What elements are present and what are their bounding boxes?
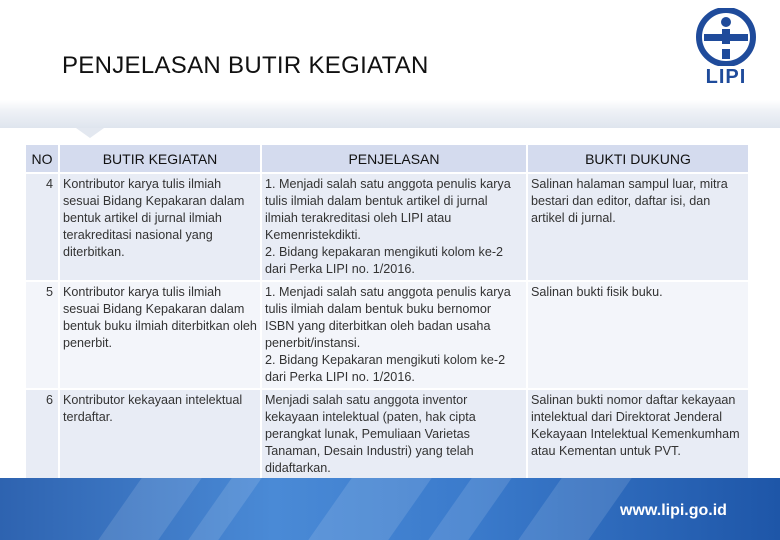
footer-url: www.lipi.go.id <box>620 502 727 519</box>
slide-footer <box>0 478 780 540</box>
butir-cell: Kontributor karya tulis ilmiah sesuai Bidang Kepakaran dalam bentuk buku ilmiah diterbitkan oleh penerbit. <box>59 281 261 389</box>
column-header-no: NO <box>25 144 59 173</box>
bukti-cell: Salinan halaman sampul luar, mitra bestari dan editor, daftar isi, dan artikel di jurnal. <box>527 173 749 281</box>
lipi-emblem-icon <box>694 8 758 66</box>
header-notch <box>76 128 104 138</box>
bukti-cell: Salinan bukti fisik buku. <box>527 281 749 389</box>
row-number: 6 <box>25 389 59 480</box>
column-header-bukti: BUKTI DUKUNG <box>527 144 749 173</box>
penjelasan-cell: 1. Menjadi salah satu anggota penulis karya tulis ilmiah dalam bentuk buku bernomor ISBN yang diterbitkan oleh badan usaha penerbit/instansi. 2. Bidang Kepakaran mengikuti kolom ke-2 dari Perka LIPI no. 1/2016. <box>261 281 527 389</box>
butir-cell: Kontributor kekayaan intelektual terdaftar. <box>59 389 261 480</box>
kegiatan-table <box>24 143 750 481</box>
penjelasan-cell: 1. Menjadi salah satu anggota penulis karya tulis ilmiah dalam bentuk artikel di jurnal ilmiah terakreditasi oleh LIPI atau Kemenristekdikti. 2. Bidang kepakaran mengikuti kolom ke-2 dari Perka LIPI no. 1/2016. <box>261 173 527 281</box>
table-row <box>25 281 749 389</box>
column-header-penjelasan: PENJELASAN <box>261 144 527 173</box>
table-row <box>25 173 749 281</box>
header-shade-bar <box>0 100 780 128</box>
row-number: 5 <box>25 281 59 389</box>
lipi-logo <box>694 8 758 90</box>
slide-title: PENJELASAN BUTIR KEGIATAN <box>62 52 429 79</box>
table-row <box>25 389 749 480</box>
row-number: 4 <box>25 173 59 281</box>
butir-cell: Kontributor karya tulis ilmiah sesuai Bidang Kepakaran dalam bentuk artikel di jurnal ilmiah terakreditasi nasional yang diterbitkan. <box>59 173 261 281</box>
slide-header <box>0 0 780 128</box>
bukti-cell: Salinan bukti nomor daftar kekayaan intelektual dari Direktorat Jenderal Kekayaan Intelektual Kemenkumham atau Kementan untuk PVT. <box>527 389 749 480</box>
logo-text: LIPI <box>705 66 747 88</box>
table-header-row <box>25 144 749 173</box>
penjelasan-cell: Menjadi salah satu anggota inventor kekayaan intelektual (paten, hak cipta perangkat lunak, Pemuliaan Varietas Tanaman, Desain Industri) yang telah didaftarkan. <box>261 389 527 480</box>
column-header-butir: BUTIR KEGIATAN <box>59 144 261 173</box>
